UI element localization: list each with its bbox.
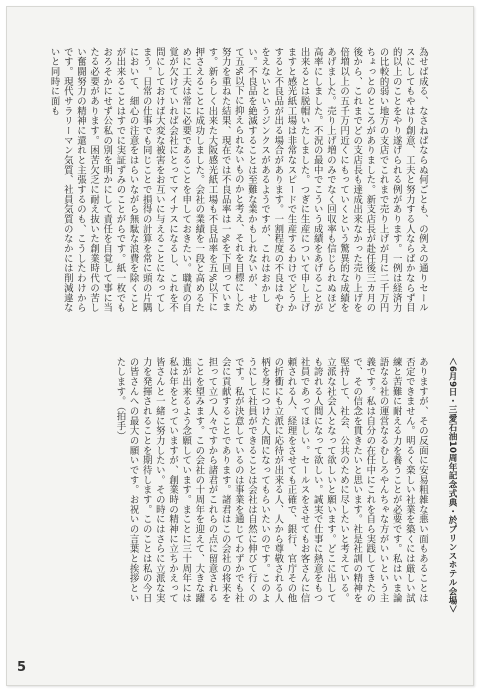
text-block-lower [35,357,429,603]
lower-body-text: ありますが、その反面に安易粗雑な悪い面もあることは否定できません。明るく楽しい社業を築くには厳しい試練と苦難に耐える力を養うことが必要です。私はいま論語なる社の運営なるむしろやんちゃな方がいいという主義です。私は自分の在任中にこれを自ら実践してきたので、その信念を貫きたいと思います。社是社訓の精神を堅持して、社会、公共のために尽したいと考えている。立派な社会人となって欲しいと願います。どこに出しても誇れる人間になって欲しい。誠実で仕事に熱意をもつ社員であってほしい。セールスをさせてもお客さんに信頼される人、経理をさせても正確で、銀行、官庁その他の折衝にも立派に応待が出来る人、人から尊敬される人柄を身につけた人間になってもらいたいのです。このようにして社員ができることは会社は自然に伸びて行くのです。私が決意しているのは事業を通じてわずかでも社会に貢献することであります。諸君はこの会社の将来を担って立つ人々ですから諸君がこれらの点に留意されることを望みます。この会社の十周年を迎えて、大きな躍進が出来るよう念願しています。まことに三十周年には私は年をとっていますが、創業時の精神に立ちかえって皆さんと一緒に努力したい。その時にはさらに立派な実力を発揮されることを期待します。このことは私の今日の皆さんへの最大の願いです。お祝いの言葉と挨拶といたします。（拍手） [114,357,428,603]
page-number: 5 [17,660,27,675]
text-block-upper [35,47,429,317]
page-sheet [6,6,474,686]
event-caption: ＜6月9日・三愛石油10周年記念式典・於プリンスホテル会場＞ [447,357,457,614]
upper-body-text: 為せば成る、なさねばならぬ何ごとも、の例えの通りセールスにしてもやはり創意、工夫と努力する人ならばかならず目的以上のことをやり遂げられる例があります。一例は経済力の比較的弱い地方の支店でこれまで売り上げが月に二千万円ちょっとのところがありました。新支店長が赴任後三カ月の後から、これまでどの支店長も達成出来なかった売り上げを倍増以上の五千万円近くにもっていくという驚異的な成績をあげました。売り上げ増のみでなく回収率も信じられぬほど高率にしました。不況の最中でこういう成績をあげることが出来るとは脱帽いたしました。つぎに生産について申し上げますと感光紙工場は非常なスピードで生産するわけでどうかすると不良品が出る場合があります。一割程度の不良はやむをえないというジンクスがあるようですが、これはおかしい。不良品を絶滅することは至難な業かもしれないが、せめて五%以下に抑えられないものかと考え、それを目標にした努力を重ねた結果、現在では不良品率は一%を下回っています。新らしく出来た大阪感光紙工場も不良品率を五%以下に押さえることに成功しました。会社の業績を一段と高めるために工夫は常に必要であることを申しておきたい。職責の自覚が欠けていれば会社にとってマイナスになるし、これを不問にしておけば大変な被害をお互いに与えることになってしまう。日常の仕事でも同じことで損得の計算を常に頭の片隅において、細心の注意をはらいながら無駄な浪費を除くことが出来ることはすでに実証ずみのことがらです。紙一枚でもおろそかにせず公私の別を明かにして責任を自覚して事に当たる必要があります。困苦欠乏に耐え抜いた創業時代の苦しい奮闘努力の精神に還れと主張するのも、こうしたわけからです。現代サラリーマン気質、社員気質のなかには削減違ないと同時に面も [48,47,428,313]
